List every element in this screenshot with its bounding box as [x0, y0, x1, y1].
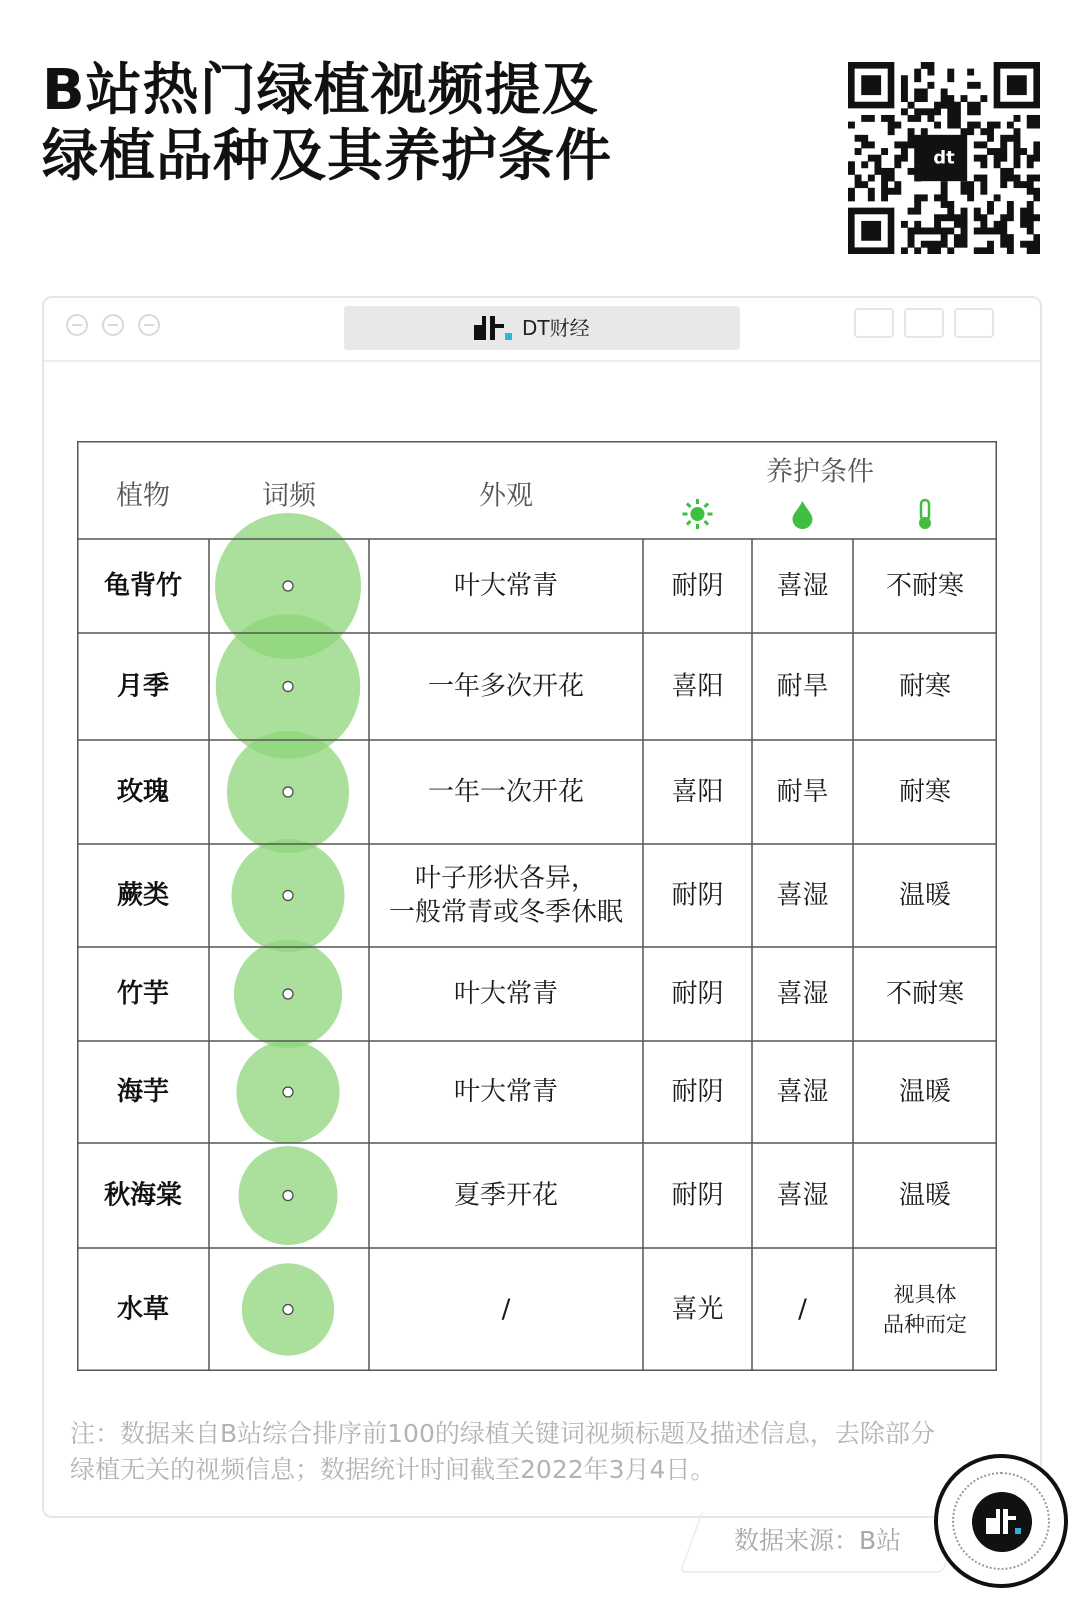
bubble-center-marker — [283, 581, 293, 591]
bubble-center-marker — [283, 1305, 293, 1315]
water-condition: 喜湿 — [776, 571, 829, 601]
appearance-text: 夏季开花 — [453, 1180, 559, 1211]
share-button-icon[interactable] — [904, 308, 944, 338]
header-frequency: 词频 — [262, 480, 316, 512]
window-title-bar — [44, 298, 1040, 362]
bubble-center-marker — [283, 787, 293, 797]
minimize-window-icon[interactable] — [102, 314, 124, 336]
temperature-condition: 温暖 — [898, 1180, 952, 1211]
light-condition: 耐阴 — [671, 1180, 724, 1211]
appearance-text: 叶大常青 — [453, 979, 559, 1009]
light-condition: 耐阴 — [671, 880, 724, 911]
badge-core — [972, 1492, 1032, 1552]
qr-code-graphic — [848, 62, 1040, 254]
appearance-text: 一般常青或冬季休眠 — [388, 897, 624, 928]
plant-name: 月季 — [116, 671, 170, 702]
title-line-1: B站热门绿植视频提及 — [42, 58, 599, 123]
bubble-center-marker — [283, 989, 293, 999]
header-plant: 植物 — [116, 480, 170, 512]
plant-name: 蕨类 — [116, 880, 170, 911]
appearance-text: 叶大常青 — [453, 1077, 559, 1107]
water-condition: 耐旱 — [776, 777, 829, 807]
bubble-center-marker — [283, 1087, 293, 1097]
plant-care-table-graphic — [77, 441, 997, 1371]
record-button-icon[interactable] — [854, 308, 894, 338]
plant-name: 水草 — [116, 1294, 170, 1325]
temperature-condition: 不耐寒 — [885, 979, 965, 1009]
header-appearance: 外观 — [479, 480, 533, 512]
light-condition: 喜阳 — [671, 777, 724, 807]
plant-name: 秋海棠 — [103, 1180, 183, 1211]
temperature-condition: 品种而定 — [883, 1312, 967, 1337]
address-bar-brand: DT财经 — [522, 316, 590, 340]
plant-name: 海芋 — [116, 1077, 170, 1107]
water-condition: 喜湿 — [776, 880, 829, 911]
close-window-icon[interactable] — [66, 314, 88, 336]
qr-center-logo-icon: dt — [933, 147, 955, 169]
temperature-condition: 温暖 — [898, 880, 952, 911]
qr-code — [848, 62, 1040, 254]
title-line-2: 绿植品种及其养护条件 — [42, 124, 612, 189]
plant-name: 竹芋 — [116, 979, 170, 1009]
plant-name: 龟背竹 — [103, 571, 183, 601]
water-condition: 喜湿 — [776, 1180, 829, 1211]
appearance-text: 叶子形状各异， — [414, 863, 598, 894]
light-condition: 喜阳 — [671, 671, 724, 702]
badge-dt-icon — [972, 1492, 1032, 1552]
bubble-center-marker — [283, 1191, 293, 1201]
temperature-condition: 耐寒 — [898, 777, 952, 807]
bubble-center-marker — [283, 682, 293, 692]
water-condition: 喜湿 — [776, 1077, 829, 1107]
appearance-text: 叶大常青 — [453, 571, 559, 601]
data-source: 数据来源：B站 — [734, 1526, 902, 1555]
plant-name: 玫瑰 — [116, 777, 170, 807]
temperature-condition: 不耐寒 — [885, 571, 965, 601]
appearance-text: / — [501, 1294, 511, 1325]
light-condition: 耐阴 — [671, 1077, 724, 1107]
temperature-condition: 耐寒 — [898, 671, 952, 702]
water-condition: 耐旱 — [776, 671, 829, 702]
appearance-text: 一年一次开花 — [427, 777, 585, 807]
dt-logo-icon — [474, 316, 514, 340]
water-drop-icon — [793, 501, 813, 529]
dt-badge-logo — [934, 1454, 1068, 1588]
header-care: 养护条件 — [766, 456, 874, 488]
plant-care-table — [77, 441, 997, 1371]
sun-icon — [683, 499, 713, 529]
water-condition: / — [798, 1294, 807, 1325]
light-condition: 耐阴 — [671, 979, 724, 1009]
temperature-condition: 温暖 — [898, 1077, 952, 1107]
bubble-center-marker — [283, 891, 293, 901]
light-condition: 耐阴 — [671, 571, 724, 601]
light-condition: 喜光 — [671, 1294, 724, 1325]
appearance-text: 一年多次开花 — [427, 671, 585, 702]
temperature-condition: 视具体 — [893, 1282, 957, 1307]
footnote: 注：数据来自B站综合排序前100的绿植关键词视频标题及描述信息，去除部分绿植无关的视频信息；数据统计时间截至2022年3月4日。 — [70, 1419, 935, 1484]
maximize-window-icon[interactable] — [138, 314, 160, 336]
tabs-button-icon[interactable] — [954, 308, 994, 338]
page-title — [42, 58, 612, 190]
thermometer-bulb — [919, 517, 931, 529]
address-bar[interactable] — [344, 306, 740, 350]
water-condition: 喜湿 — [776, 979, 829, 1009]
